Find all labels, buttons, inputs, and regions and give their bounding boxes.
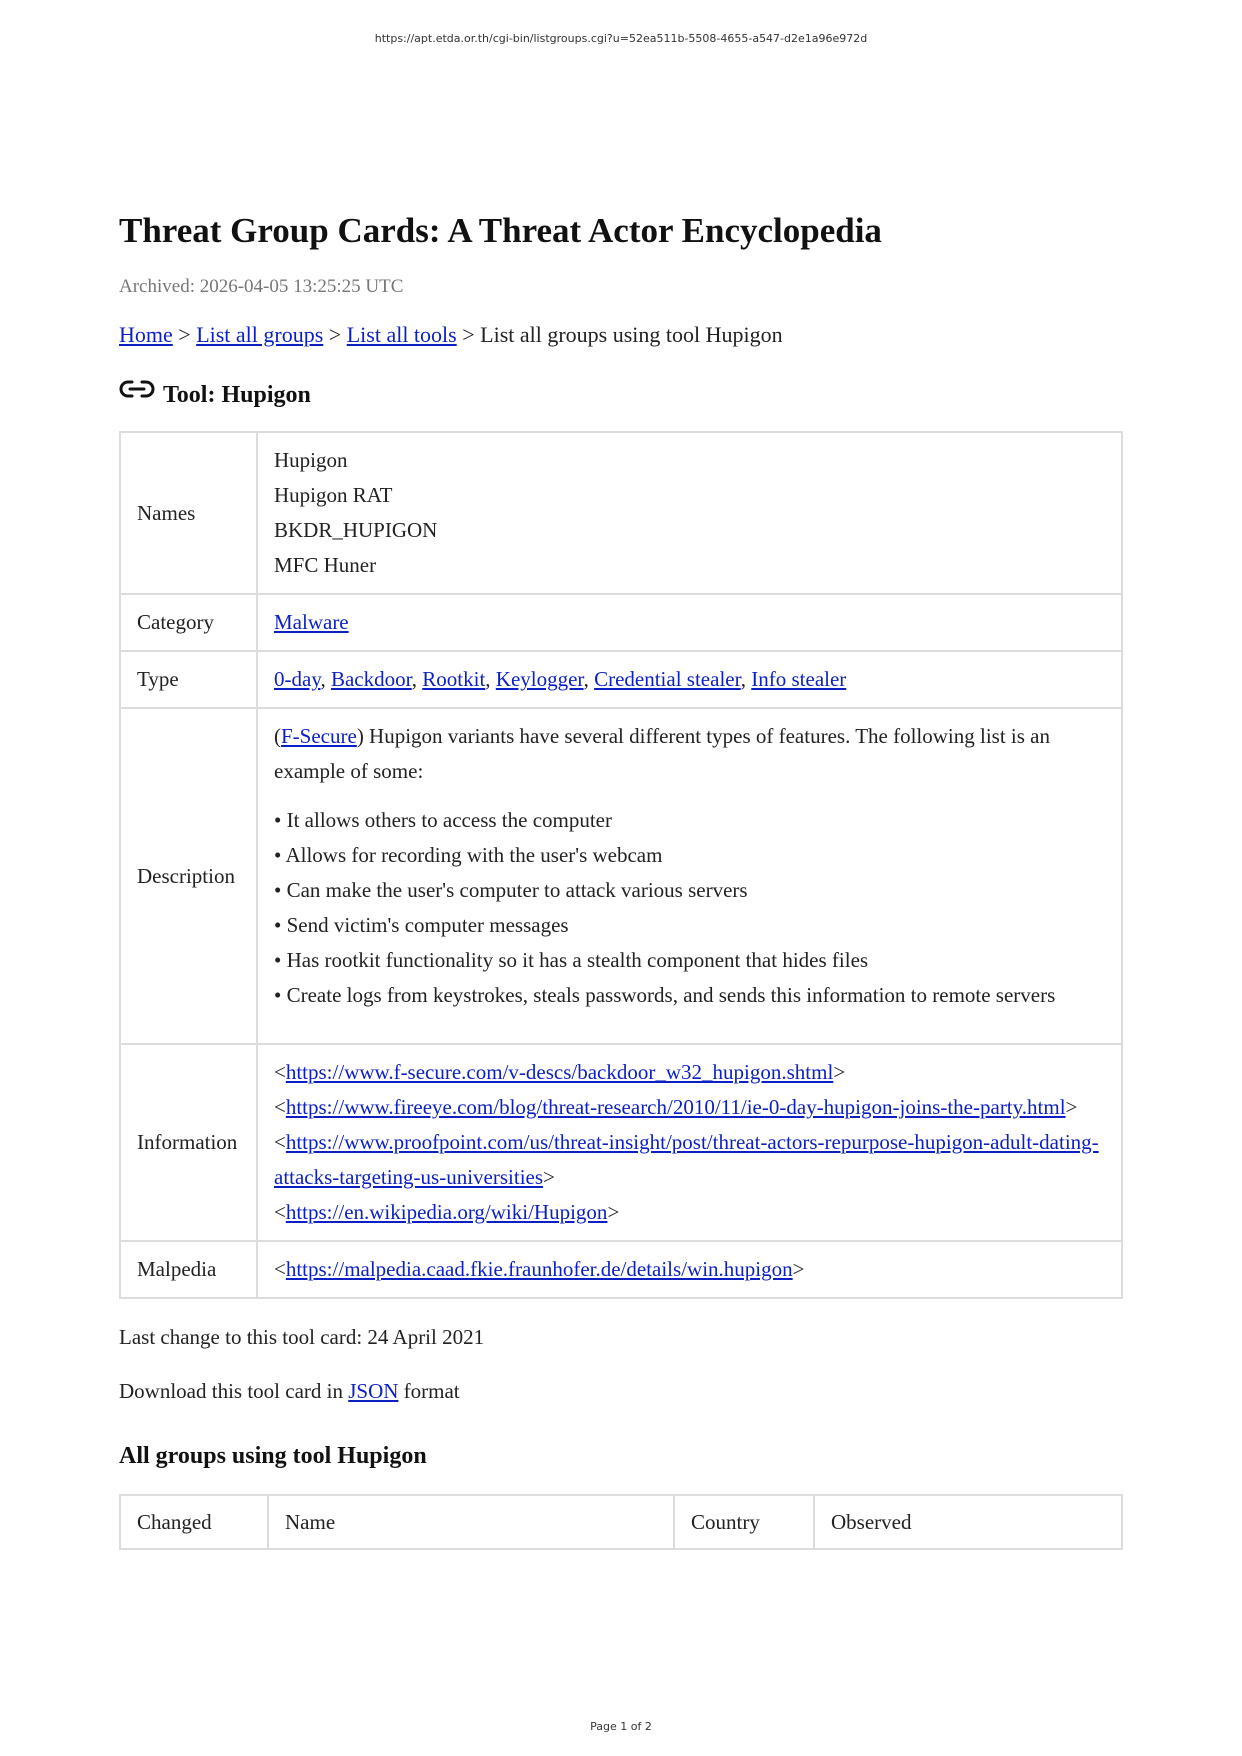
type-link[interactable]: Credential stealer [594,667,741,691]
information-link[interactable]: https://www.f-secure.com/v-descs/backdoor_w32_hupigon.shtml [285,1060,834,1084]
type-separator: , [485,667,496,691]
category-label: Category [120,594,257,651]
groups-table [119,1494,1123,1550]
tool-heading [119,382,1123,409]
description-feature-item: • It allows others to access the computer [274,808,612,832]
names-label: Names [120,432,257,594]
tool-heading-text: Tool: Hupigon [163,382,311,408]
column-header-changed[interactable]: Changed [120,1495,268,1549]
name-item: Hupigon RAT [274,483,393,507]
name-item: BKDR_HUPIGON [274,518,438,542]
column-header-name[interactable]: Name [268,1495,674,1549]
angle-close: > [833,1060,846,1084]
description-intro-text: ) Hupigon variants have several different types of features. The following list is an example of some: [274,724,1051,783]
angle-close: > [543,1165,555,1189]
page-number-footer: Page 1 of 2 [590,1720,652,1733]
description-feature-item: • Create logs from keystrokes, steals passwords, and sends this information to remote servers [274,983,1056,1007]
groups-section-heading: All groups using tool Hupigon [119,1443,427,1469]
malpedia-row [120,1241,1122,1298]
breadcrumb-home-link[interactable]: Home [119,322,173,347]
description-feature-item: • Allows for recording with the user's webcam [274,843,663,867]
page-title: Threat Group Cards: A Threat Actor Encyclopedia [119,211,882,250]
information-link-line [274,1125,1105,1195]
type-link[interactable]: 0-day [274,667,321,691]
angle-open: < [274,1060,286,1084]
name-item: MFC Huner [274,553,377,577]
breadcrumb [119,322,1123,348]
information-link-line [274,1090,1105,1125]
information-value [257,1044,1122,1241]
type-separator: , [583,667,595,691]
breadcrumb-list-tools-link[interactable]: List all tools [346,322,457,347]
category-link[interactable]: Malware [274,610,349,634]
malpedia-label: Malpedia [120,1241,257,1298]
names-value [257,432,1122,594]
type-label: Type [120,651,257,708]
type-link[interactable]: Backdoor [330,667,412,691]
angle-open: < [274,1257,286,1281]
category-row [120,594,1122,651]
tool-info-table [119,431,1123,1299]
description-feature-item: • Can make the user's computer to attack various servers [274,878,748,902]
angle-open: < [274,1095,286,1119]
type-link[interactable]: Keylogger [495,667,584,691]
type-separator: , [320,667,331,691]
angle-open: < [274,1200,286,1224]
names-row [120,432,1122,594]
download-prefix: Download this tool card in [119,1379,349,1403]
type-separator: , [740,667,752,691]
angle-open: < [274,1130,286,1154]
type-link[interactable]: Rootkit [422,667,486,691]
description-label: Description [120,708,257,1044]
information-link[interactable]: https://www.proofpoint.com/us/threat-insight/post/threat-actors-repurpose-hupigon-adult-dating-attacks-targeting-us-universities [274,1130,1099,1189]
open-paren: ( [274,724,281,748]
main-content [119,210,1123,1550]
last-change-text: Last change to this tool card: 24 April 2021 [119,1325,485,1349]
json-download-link[interactable]: JSON [348,1379,399,1403]
description-feature-list [274,803,1105,1013]
type-link[interactable]: Info stealer [751,667,847,691]
download-line [119,1373,1123,1409]
type-row [120,651,1122,708]
breadcrumb-separator: > [462,322,475,347]
description-intro [274,719,1105,789]
type-value [257,651,1122,708]
information-link[interactable]: https://en.wikipedia.org/wiki/Hupigon [285,1200,608,1224]
description-feature-item: • Send victim's computer messages [274,913,569,937]
category-value [257,594,1122,651]
angle-close: > [1065,1095,1078,1119]
type-separator: , [411,667,423,691]
page-url-header: https://apt.etda.or.th/cgi-bin/listgroups.cgi?u=52ea511b-5508-4655-a547-d2e1a96e972d [374,32,868,45]
angle-close: > [607,1200,620,1224]
information-link[interactable]: https://www.fireeye.com/blog/threat-research/2010/11/ie-0-day-hupigon-joins-the-party.html [285,1095,1066,1119]
description-row [120,708,1122,1044]
description-value [257,708,1122,1044]
breadcrumb-current: List all groups using tool Hupigon [480,322,783,347]
download-suffix: format [398,1379,460,1403]
breadcrumb-separator: > [328,322,342,347]
information-row [120,1044,1122,1241]
breadcrumb-list-groups-link[interactable]: List all groups [196,322,324,347]
name-item: Hupigon [274,448,348,472]
malpedia-link[interactable]: https://malpedia.caad.fkie.fraunhofer.de/details/win.hupigon [285,1257,793,1281]
column-header-observed[interactable]: Observed [814,1495,1122,1549]
description-feature-item: • Has rootkit functionality so it has a stealth component that hides files [274,948,869,972]
description-source-link[interactable]: F-Secure [281,724,357,748]
information-label: Information [120,1044,257,1241]
link-icon [119,379,155,401]
column-header-country[interactable]: Country [674,1495,814,1549]
angle-close: > [792,1257,805,1281]
groups-table-header [120,1495,1122,1549]
information-link-line [274,1195,1105,1230]
archived-timestamp: Archived: 2026-04-05 13:25:25 UTC [119,276,404,297]
malpedia-value [257,1241,1122,1298]
breadcrumb-separator: > [178,322,191,347]
information-link-line [274,1055,1105,1090]
